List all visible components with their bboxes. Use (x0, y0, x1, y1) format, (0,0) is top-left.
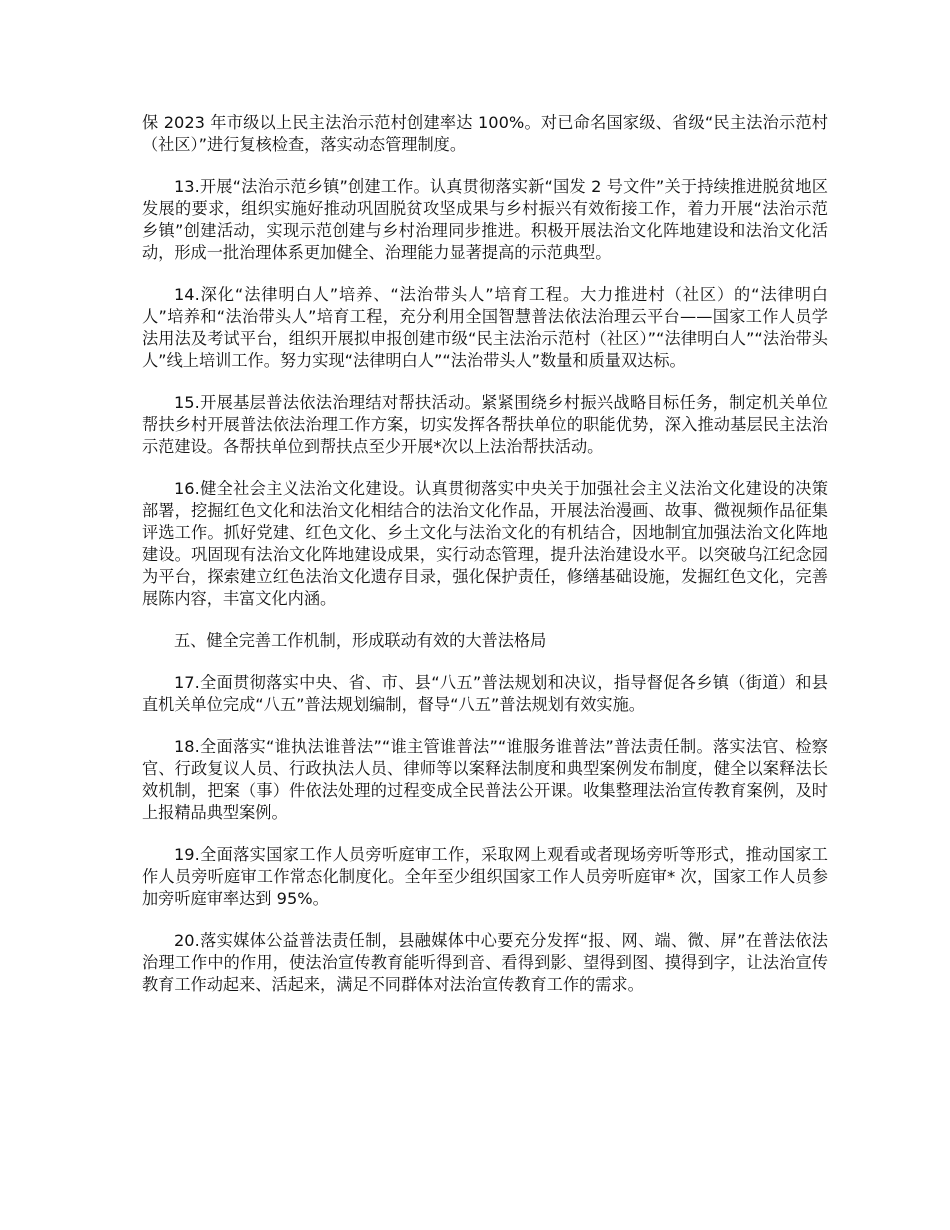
paragraph-item-18: 18.全面落实“谁执法谁普法”“谁主管谁普法”“谁服务谁普法”普法责任制。落实法官、检察官、行政复议人员、行政执法人员、律师等以案释法制度和典型案例发布制度，健全以案释法长效机制，把案（事）件依法处理的过程变成全民普法公开课。收集整理法治宣传教育案例，及时上报精品典型案例。 (142, 737, 828, 822)
paragraph-item-17: 17.全面贯彻落实中央、省、市、县“八五”普法规划和决议，指导督促各乡镇（街道）和县直机关单位完成“八五”普法规划编制，督导“八五”普法规划有效实施。 (142, 673, 828, 714)
paragraph-item-16: 16.健全社会主义法治文化建设。认真贯彻落实中央关于加强社会主义法治文化建设的决策部署，挖掘红色文化和法治文化相结合的法治文化作品，开展法治漫画、故事、微视频作品征集评选工作。抓好党建、红色文化、乡土文化与法治文化的有机结合，因地制宜加强法治文化阵地建设。巩固现有法治文化阵地建设成果，实行动态管理，提升法治建设水平。以突破乌江纪念园为平台，探索建立红色法治文化遗存目录，强化保护责任，修缮基础设施，发掘红色文化，完善展陈内容，丰富文化内涵。 (142, 479, 828, 608)
paragraph-item-13: 13.开展“法治示范乡镇”创建工作。认真贯彻落实新“国发 2 号文件”关于持续推进脱贫地区发展的要求，组织实施好推动巩固脱贫攻坚成果与乡村振兴有效衔接工作，着力开展“法治示范乡镇”创建活动，实现示范创建与乡村治理同步推进。积极开展法治文化阵地建设和法治文化活动，形成一批治理体系更加健全、治理能力显著提高的示范典型。 (142, 177, 828, 262)
paragraph-item-19: 19.全面落实国家工作人员旁听庭审工作，采取网上观看或者现场旁听等形式，推动国家工作人员旁听庭审工作常态化制度化。全年至少组织国家工作人员旁听庭审* 次，国家工作人员参加旁听庭审率达到 95%。 (142, 845, 828, 908)
document-body (142, 112, 828, 1016)
section-heading-5: 五、健全完善工作机制，形成联动有效的大普法格局 (174, 631, 547, 650)
paragraph-item-14: 14.深化“法律明白人”培养、“法治带头人”培育工程。大力推进村（社区）的“法律明白人”培养和“法治带头人”培育工程，充分利用全国智慧普法依法治理云平台——国家工作人员学法用法及考试平台，组织开展拟申报创建市级“民主法治示范村（社区）”“法律明白人”“法治带头人”线上培训工作。努力实现“法律明白人”“法治带头人”数量和质量双达标。 (142, 285, 828, 370)
paragraph-item-15: 15.开展基层普法依法治理结对帮扶活动。紧紧围绕乡村振兴战略目标任务，制定机关单位帮扶乡村开展普法依法治理工作方案，切实发挥各帮扶单位的职能优势，深入推动基层民主法治示范建设。各帮扶单位到帮扶点至少开展*次以上法治帮扶活动。 (142, 393, 828, 456)
paragraph-item-20: 20.落实媒体公益普法责任制，县融媒体中心要充分发挥“报、网、端、微、屏”在普法依法治理工作中的作用，使法治宣传教育能听得到音、看得到影、望得到图、摸得到字，让法治宣传教育工作动起来、活起来，满足不同群体对法治宣传教育工作的需求。 (142, 931, 828, 994)
paragraph-continuation: 保 2023 年市级以上民主法治示范村创建率达 100%。对已命名国家级、省级“民主法治示范村（社区）”进行复核检查，落实动态管理制度。 (142, 113, 828, 154)
